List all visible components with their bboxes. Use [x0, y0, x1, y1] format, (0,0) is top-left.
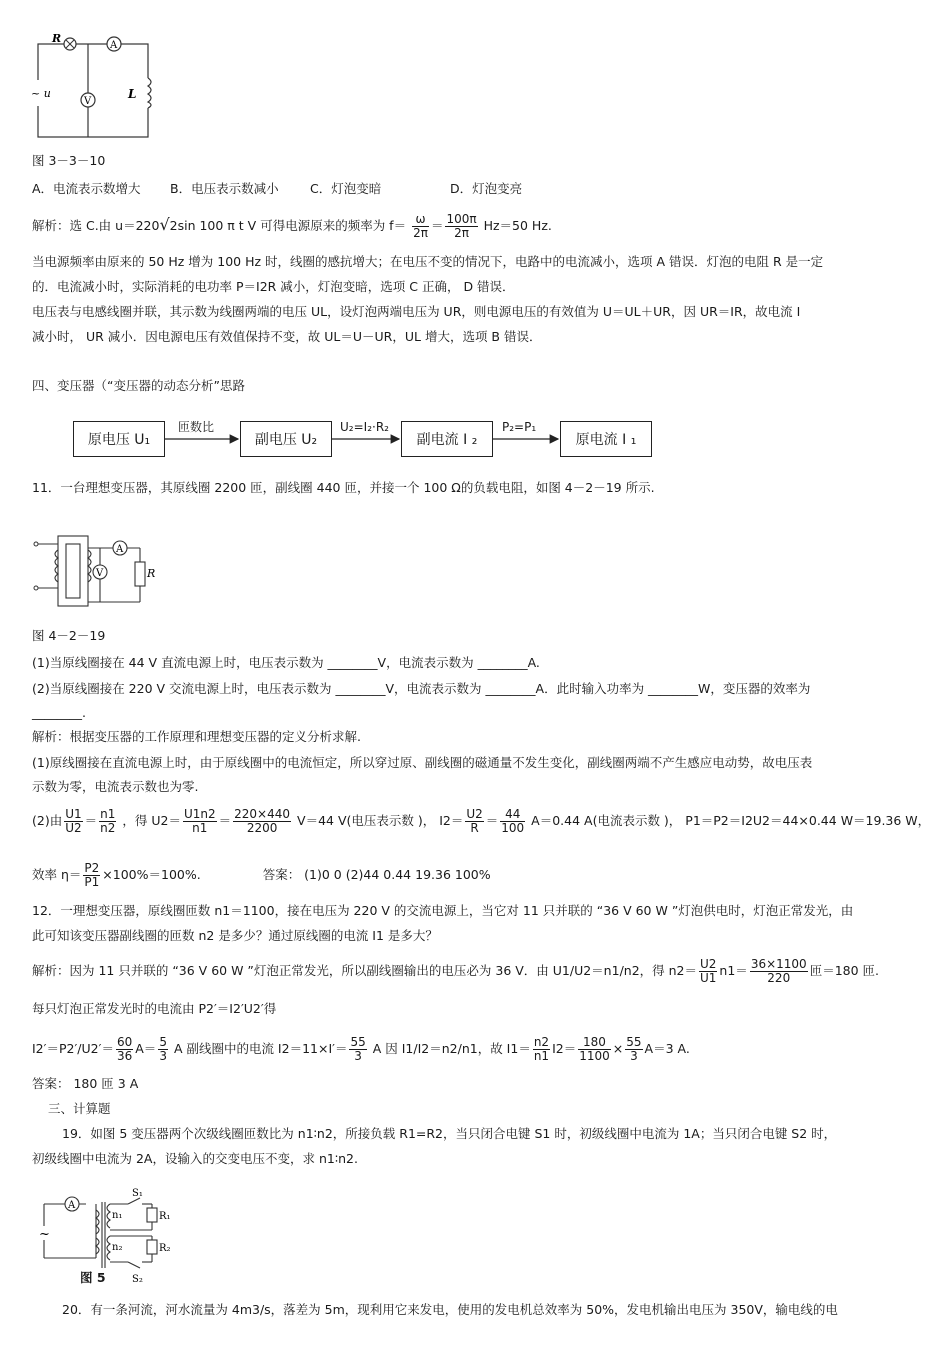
flow-box-secondary-voltage: 副电压 U₂: [240, 421, 332, 457]
ammeter-label: A: [110, 40, 118, 51]
inductor-label: L: [128, 87, 137, 101]
resistor-label: R: [52, 32, 62, 45]
q10-analysis-line1: 解析：选 C.由 u＝220√2sin 100 π t V 可得电源原来的频率为 f＝ $\frac{\omega}{2\pi}$ ＝ $\frac{100\pi}{2\pi}$ Hz＝50 Hz.: [32, 212, 552, 240]
flow-box-secondary-current: 副电流 I ₂: [401, 421, 493, 457]
q11-analysis-5: 效率 η＝ $\frac{P2}{P1}$ ×100%＝100%. 答案： (1)0 0 (2)44 0.44 19.36 100%: [32, 861, 491, 889]
voltmeter-label: V: [96, 568, 104, 579]
q12-analysis-2: 每只灯泡正常发光时的电流由 P2′＝I2′U2′得: [32, 1001, 277, 1016]
q10-analysis-line3: 的．电流减小时，实际消耗的电功率 P＝I2R 减小，灯泡变暗，选项 C 正确， D 错误．: [32, 279, 515, 294]
flow-box-primary-voltage: 原电压 U₁: [73, 421, 165, 457]
ac-source-label: ~: [39, 1227, 50, 1242]
option-a: A．电流表示数增大: [32, 181, 141, 196]
ammeter-label: A: [68, 1200, 76, 1211]
arrow-label-turns-ratio: 匝数比: [178, 420, 215, 434]
q11-analysis-2: (1)原线圈接在直流电源上时，由于原线圈中的电流恒定，所以穿过原、副线圈的磁通量不发生变化，副线圈两端不产生感应电动势，故电压表: [32, 755, 813, 770]
flow-arrows: [0, 0, 950, 470]
q12-stem-1: 12．一理想变压器，原线圈匝数 n1＝1100，接在电压为 220 V 的交流电源上，当它对 11 只并联的 “36 V 60 W ”灯泡供电时，灯泡正常发光，由: [32, 903, 854, 918]
voltmeter-label: V: [84, 96, 92, 107]
q11-analysis-1: 解析：根据变压器的工作原理和理想变压器的定义分析求解.: [32, 729, 361, 744]
arrow-label-u2: U₂=I₂·R₂: [340, 420, 389, 434]
figure-caption-4-2-19: 图 4－2－19: [32, 628, 106, 643]
q10-analysis-line2: 当电源频率由原来的 50 Hz 增为 100 Hz 时，线圈的感抗增大；在电压不变的情况下，电路中的电流减小，选项 A 错误．灯泡的电阻 R 是一定: [32, 254, 824, 269]
q12-analysis-3: I2′＝P2′/U2′＝ $\frac{60}{36}$ A＝ $\frac{5}{3}$ A 副线圈中的电流 I2＝11×I′＝ $\frac{55}{3}$ A 因 I1/I2＝n2/n1，故 I1＝ $\frac{n2}{n1}$ I2＝ $\frac{180}{1100}$ × $\frac{55}{3}$ A＝3 A.: [32, 1035, 690, 1063]
q10-analysis-line5: 减小时， UR 减小．因电源电压有效值保持不变，故 UL＝U－UR，UL 增大，选项 B 错误．: [32, 329, 542, 344]
figure-5: [36, 1186, 176, 1288]
q11-part2: (2)当原线圈接在 220 V 交流电源上时，电压表示数为 ________V，电流表示数为 ________A．此时输入功率为 ________W，变压器的效率为: [32, 681, 811, 696]
arrow-label-p2-p1: P₂=P₁: [502, 420, 537, 434]
q12-stem-2: 此可知该变压器副线圈的匝数 n2 是多少？通过原线圈的电流 I1 是多大？: [32, 928, 438, 943]
q12-analysis-1: 解析：因为 11 只并联的 “36 V 60 W ”灯泡正常发光，所以副线圈输出的电压必为 36 V．由 U1/U2＝n1/n2，得 n2＝ $\frac{U2}{U1}$ n1＝ $\frac{36\times 1100}{220}$ 匝＝180 匝.: [32, 957, 879, 985]
resistor-r2-label: R₂: [159, 1243, 171, 1254]
option-b: B．电压表示数减小: [170, 181, 279, 196]
q11-analysis-3: 示数为零，电流表示数也为零.: [32, 779, 199, 794]
q12-answer: 答案： 180 匝 3 A: [32, 1076, 139, 1091]
q19-line-2: 初级线圈中电流为 2A，设输入的交变电压不变，求 n1∶n2.: [32, 1151, 358, 1166]
figure-caption-5: 图 5: [80, 1270, 106, 1285]
q11-stem: 11．一台理想变压器，其原线圈 2200 匝，副线圈 440 匝，并接一个 100 Ω的负载电阻，如图 4－2－19 所示.: [32, 480, 655, 495]
section-4-title: 四、变压器（“变压器的动态分析”思路: [32, 378, 245, 393]
resistor-label: R: [147, 567, 155, 580]
section-3-title: 三、计算题: [48, 1101, 111, 1116]
figure-caption-3-3-10: 图 3－3－10: [32, 153, 106, 168]
q11-part1: (1)当原线圈接在 44 V 直流电源上时，电压表示数为 ________V，电流表示数为 ________A.: [32, 655, 540, 670]
switch-s1-label: S₁: [132, 1188, 143, 1199]
q10-analysis-line4: 电压表与电感线圈并联，其示数为线圈两端的电压 UL，设灯泡两端电压为 UR，则电源电压的有效值为 U＝UL＋UR，因 UR＝IR，故电流 I: [32, 304, 801, 319]
q20-line-1: 20．有一条河流，河水流量为 4m3/s，落差为 5m，现利用它来发电，使用的发电机总效率为 50%，发电机输出电压为 350V，输电线的电: [62, 1302, 838, 1317]
flow-box-primary-current: 原电流 I ₁: [560, 421, 652, 457]
q11-part2-blank: ________.: [32, 705, 86, 720]
option-c: C．灯泡变暗: [310, 181, 382, 196]
resistor-r1-label: R₁: [159, 1211, 171, 1222]
option-d: D．灯泡变亮: [450, 181, 523, 196]
coil-n1-label: n₁: [112, 1210, 123, 1221]
ammeter-label: A: [116, 544, 124, 555]
switch-s2-label: S₂: [132, 1274, 143, 1285]
coil-n2-label: n₂: [112, 1242, 123, 1253]
ac-source-label: ~ u: [31, 87, 51, 100]
q11-answer: 答案： (1)0 0 (2)44 0.44 19.36 100%: [262, 867, 491, 882]
figure-4-2-19: [30, 530, 155, 612]
q19-line-1: 19．如图 5 变压器两个次级线圈匝数比为 n1∶n2，所接负载 R1=R2，当只闭合电键 S1 时，初级线圈中电流为 1A；当只闭合电键 S2 时，: [62, 1126, 837, 1141]
q11-analysis-4: (2)由 $\frac{U1}{U2}$ ＝ $\frac{n1}{n2}$ ，得 U2＝ $\frac{U1n2}{n1}$ ＝ $\frac{220\times 440}{2200}$ V＝44 V(电压表示数 )， I2＝ $\frac{U2}{R}$ ＝ $\frac{44}{100}$ A＝0.44 A(电流表示数 )， P1＝P2＝I2U2＝44×0.44 W＝19.36 W，: [32, 807, 931, 835]
